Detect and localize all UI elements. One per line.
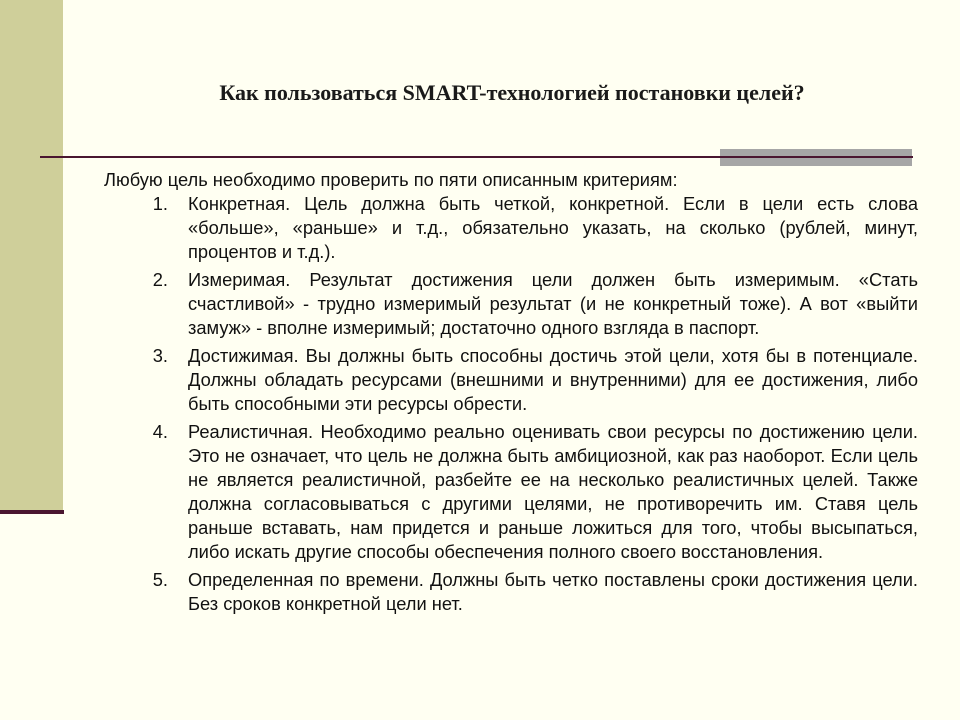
criteria-item — [104, 568, 918, 616]
item-number: 1. — [152, 193, 168, 214]
item-number: 2. — [152, 269, 168, 290]
criteria-list — [104, 192, 918, 616]
criteria-item — [104, 344, 918, 416]
criteria-item — [104, 268, 918, 340]
title-rule-line — [40, 156, 913, 158]
item-text: Измеримая. Результат достижения цели должен быть измеримым. «Стать счастливой» - трудно измеримый результат (и не конкретный тоже). А вот «выйти замуж» - вполне измеримый; достаточно одного взгляда в паспорт. — [188, 269, 918, 338]
item-text: Достижимая. Вы должны быть способны достичь этой цели, хотя бы в потенциале. Должны обладать ресурсами (внешними и внутренними) для ее достижения, либо быть способными эти ресурсы обрести. — [188, 345, 918, 414]
side-accent-bar-bottom-line — [0, 510, 64, 514]
criteria-item — [104, 420, 918, 564]
side-accent-bar — [0, 0, 63, 514]
criteria-item — [104, 192, 918, 264]
item-text: Определенная по времени. Должны быть четко поставлены сроки достижения цели. Без сроков конкретной цели нет. — [188, 569, 918, 614]
item-number: 4. — [152, 421, 168, 442]
intro-text: Любую цель необходимо проверить по пяти описанным критериям: — [104, 169, 678, 190]
item-number: 3. — [152, 345, 168, 366]
item-text: Конкретная. Цель должна быть четкой, конкретной. Если в цели есть слова «больше», «раньше» и т.д., обязательно указать, на сколько (рублей, минут, процентов и т.д.). — [188, 193, 918, 262]
item-text: Реалистичная. Необходимо реально оценивать свои ресурсы по достижению цели. Это не означает, что цель не должна быть амбициозной, как раз наоборот. Если цель не является реалистичной, разбейте ее на несколько реалистичных целей. Также должна согласовываться с другими целями, не противоречить им. Ставя цель раньше вставать, нам придется и раньше ложиться для того, чтобы высыпаться, либо искать другие способы обеспечения полного своего восстановления. — [188, 421, 918, 562]
item-number: 5. — [152, 569, 168, 590]
slide-title: Как пользоваться SMART-технологией постановки целей? — [219, 80, 805, 105]
slide-content — [104, 168, 918, 620]
